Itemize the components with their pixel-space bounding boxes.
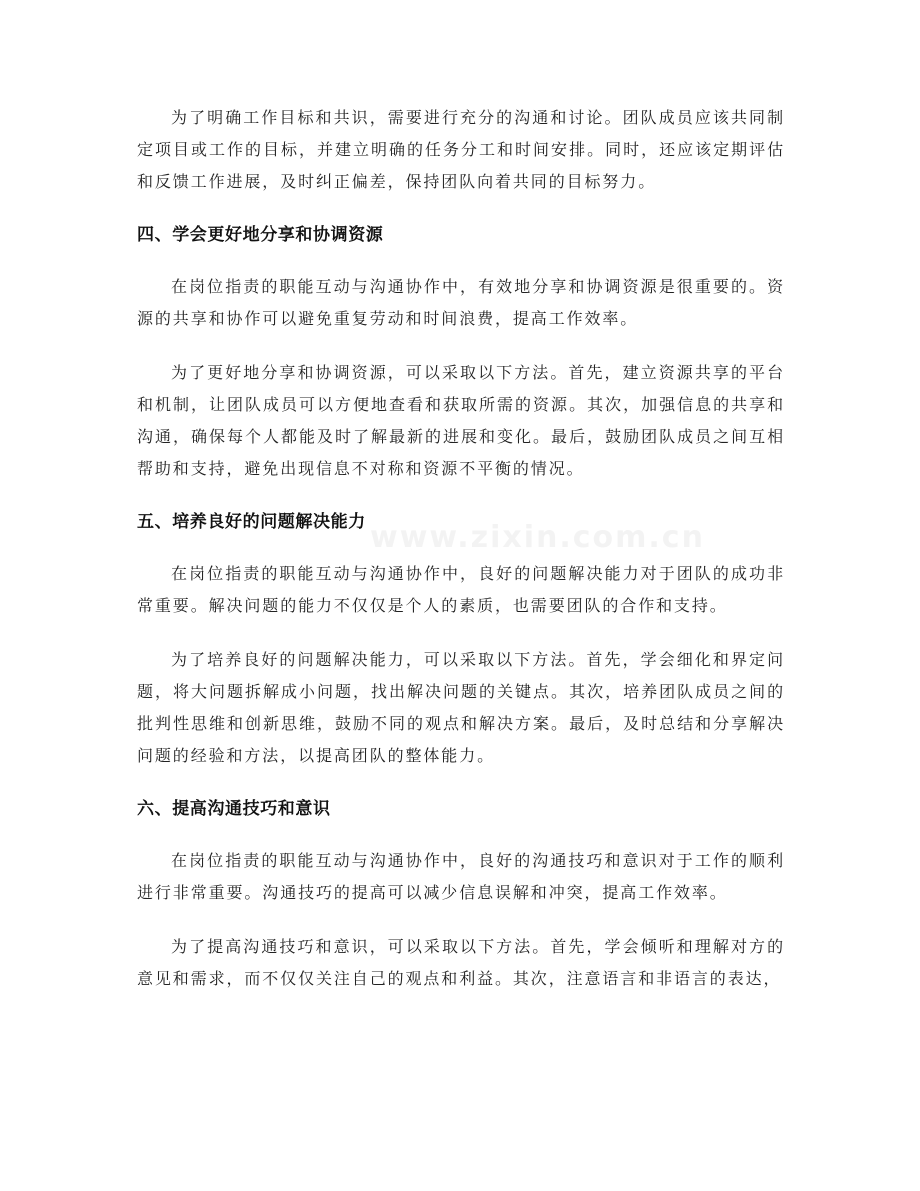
paragraph: 为了培养良好的问题解决能力，可以采取以下方法。首先，学会细化和界定问题，将大问题拆解成小问题，找出解决问题的关键点。其次，培养团队成员之间的批判性思维和创新思维，鼓励不同的观点和解决方案。最后，及时总结和分享解决问题的经验和方法，以提高团队的整体能力。 xyxy=(137,650,785,765)
paragraph: 为了明确工作目标和共识，需要进行充分的沟通和讨论。团队成员应该共同制定项目或工作的目标，并建立明确的任务分工和时间安排。同时，还应该定期评估和反馈工作进展，及时纠正偏差，保持团队向着共同的目标努力。 xyxy=(137,108,785,191)
paragraph: 为了提高沟通技巧和意识，可以采取以下方法。首先，学会倾听和理解对方的意见和需求，而不仅仅关注自己的观点和利益。其次，注意语言和非语言的表达， xyxy=(137,937,785,988)
watermark: www.zixin.com.cn xyxy=(370,520,705,555)
section-heading: 六、提高沟通技巧和意识 xyxy=(137,799,331,819)
document-body xyxy=(137,102,785,1017)
section-heading: 五、培养良好的问题解决能力 xyxy=(137,512,366,532)
paragraph: 在岗位指责的职能互动与沟通协作中，良好的问题解决能力对于团队的成功非常重要。解决问题的能力不仅仅是个人的素质，也需要团队的合作和支持。 xyxy=(137,564,785,615)
section-heading: 四、学会更好地分享和协调资源 xyxy=(137,225,384,245)
paragraph: 在岗位指责的职能互动与沟通协作中，良好的沟通技巧和意识对于工作的顺利进行非常重要。沟通技巧的提高可以减少信息误解和冲突，提高工作效率。 xyxy=(137,851,785,902)
paragraph: 在岗位指责的职能互动与沟通协作中，有效地分享和协调资源是很重要的。资源的共享和协作可以避免重复劳动和时间浪费，提高工作效率。 xyxy=(137,277,785,328)
paragraph: 为了更好地分享和协调资源，可以采取以下方法。首先，建立资源共享的平台和机制，让团队成员可以方便地查看和获取所需的资源。其次，加强信息的共享和沟通，确保每个人都能及时了解最新的进展和变化。最后，鼓励团队成员之间互相帮助和支持，避免出现信息不对称和资源不平衡的情况。 xyxy=(137,363,785,478)
